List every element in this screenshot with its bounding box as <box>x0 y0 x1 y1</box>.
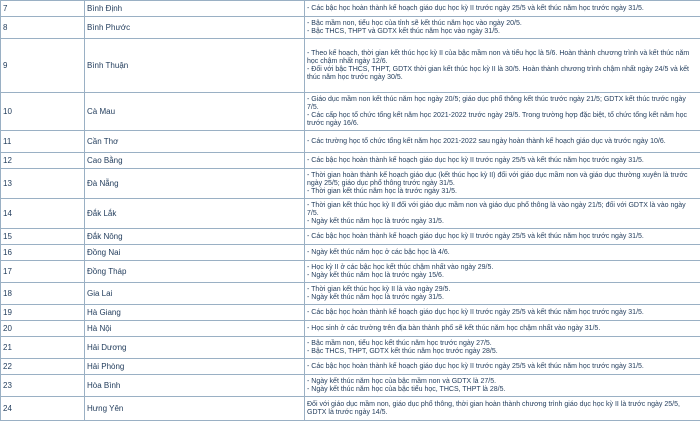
table-row <box>1 245 700 261</box>
table-row <box>1 261 700 283</box>
province-name: Hải Phòng <box>85 359 305 375</box>
table-row <box>1 337 700 359</box>
schedule-line: - Ngày kết thúc năm học là trước ngày 15/6. <box>307 271 444 279</box>
schedule-line: - Các cấp học tổ chức tổng kết năm học 2021-2022 trước ngày 29/5. Trong trường hợp đặc biệt, tổ chức tổng kết năm học trước ngày 16/6. <box>307 111 687 127</box>
table-row <box>1 305 700 321</box>
schedule-line: - Thời gian hoàn thành kế hoạch giáo dục (kết thúc học kỳ II) đối với giáo dục mầm non và giáo dục thường xuyên là trước ngày 25/5; giáo dục phổ thông trước ngày 31/5. <box>307 171 688 187</box>
province-name: Đắk Nông <box>85 229 305 245</box>
schedule-line: - Các bậc học hoàn thành kế hoạch giáo dục học kỳ II trước ngày 25/5 và kết thúc năm học trước ngày 31/5. <box>307 156 644 164</box>
schedule-line: - Đối với bậc THCS, THPT, GDTX thời gian kết thúc học kỳ II là 30/5. Hoàn thành chương trình chậm nhất ngày 24/5 và kết thúc năm học trước ngày 30/5. <box>307 65 689 81</box>
province-name: Hà Giang <box>85 305 305 321</box>
row-number: 7 <box>1 1 85 17</box>
table-row <box>1 131 700 153</box>
table-row <box>1 397 700 421</box>
province-name: Hải Dương <box>85 337 305 359</box>
row-number: 11 <box>1 131 85 153</box>
schedule-details <box>305 305 700 321</box>
schedule-line: - Theo kế hoạch, thời gian kết thúc học kỳ II của bậc mầm non và tiểu học là 5/6. Hoàn thành chương trình và kết thúc năm học chậm nhất ngày 12/6. <box>307 49 690 65</box>
province-name: Đồng Tháp <box>85 261 305 283</box>
schedule-line: - Các bậc học hoàn thành kế hoạch giáo dục học kỳ II trước ngày 25/5 và kết thúc năm học trước ngày 31/5. <box>307 308 644 316</box>
schedule-line: - Giáo dục mầm non kết thúc năm học ngày 20/5; giáo dục phổ thông kết thúc trước ngày 21/5; GDTX kết thúc trước ngày 7/5. <box>307 95 686 111</box>
row-number: 9 <box>1 39 85 93</box>
schedule-line: Đối với giáo dục mầm non, giáo dục phổ thông, thời gian hoàn thành chương trình giáo dục học kỳ II là trước ngày 25/5, GDTX là trước ngày 14/5. <box>307 400 680 416</box>
row-number: 8 <box>1 17 85 39</box>
province-name: Bình Phước <box>85 17 305 39</box>
row-number: 12 <box>1 153 85 169</box>
province-name: Hòa Bình <box>85 375 305 397</box>
province-name: Bình Định <box>85 1 305 17</box>
schedule-line: - Các bậc học hoàn thành kế hoạch giáo dục học kỳ II trước ngày 25/5 và kết thúc năm học trước ngày 31/5. <box>307 4 644 12</box>
province-name: Bình Thuận <box>85 39 305 93</box>
schedule-details <box>305 337 700 359</box>
schedule-line: - Ngày kết thúc năm học của bậc mầm non và GDTX là 27/5. <box>307 377 497 385</box>
row-number: 13 <box>1 169 85 199</box>
schedule-line: - Học kỳ II ở các bậc học kết thúc chậm nhất vào ngày 29/5. <box>307 263 494 271</box>
schedule-line: - Học sinh ở các trường trên địa bàn thành phố sẽ kết thúc năm học chậm nhất vào ngày 31/5. <box>307 324 601 332</box>
province-name: Cao Bằng <box>85 153 305 169</box>
row-number: 20 <box>1 321 85 337</box>
table-row <box>1 169 700 199</box>
province-name: Đồng Nai <box>85 245 305 261</box>
schedule-line: - Các bậc học hoàn thành kế hoạch giáo dục học kỳ II trước ngày 25/5 và kết thúc năm học trước ngày 31/5. <box>307 232 644 240</box>
schedule-line: - Bậc THCS, THPT, GDTX kết thúc năm học trước ngày 28/5. <box>307 347 498 355</box>
row-number: 15 <box>1 229 85 245</box>
table-row <box>1 359 700 375</box>
row-number: 22 <box>1 359 85 375</box>
schedule-details <box>305 375 700 397</box>
row-number: 23 <box>1 375 85 397</box>
schedule-details <box>305 1 700 17</box>
schedule-details <box>305 321 700 337</box>
schedule-details <box>305 397 700 421</box>
schedule-details <box>305 39 700 93</box>
schedule-line: - Ngày kết thúc năm học ở các bậc học là 4/6. <box>307 248 450 256</box>
province-name: Đà Nẵng <box>85 169 305 199</box>
schedule-line: - Các bậc học hoàn thành kế hoạch giáo dục học kỳ II trước ngày 25/5 và kết thúc năm học trước ngày 31/5. <box>307 362 644 370</box>
province-name: Đắk Lắk <box>85 199 305 229</box>
province-name: Cà Mau <box>85 93 305 131</box>
province-name: Hưng Yên <box>85 397 305 421</box>
schedule-line: - Các trường học tổ chức tổng kết năm học 2021-2022 sau ngày hoàn thành kế hoạch giáo dục và trước ngày 10/6. <box>307 137 666 145</box>
row-number: 21 <box>1 337 85 359</box>
table-row <box>1 39 700 93</box>
schedule-line: - Thời gian kết thúc học kỳ II đối với giáo dục mầm non và giáo dục phổ thông là vào ngày 21/5; đối với GDTX là vào ngày 7/5. <box>307 201 686 217</box>
schedule-line: - Bậc mầm non, tiểu học của tỉnh sẽ kết thúc năm học vào ngày 20/5. <box>307 19 522 27</box>
schedule-details <box>305 131 700 153</box>
schedule-line: - Ngày kết thúc năm học là trước ngày 31/5. <box>307 217 444 225</box>
province-name: Gia Lai <box>85 283 305 305</box>
row-number: 18 <box>1 283 85 305</box>
schedule-line: - Bậc THCS, THPT và GDTX kết thúc năm học vào ngày 31/5. <box>307 27 500 35</box>
province-name: Hà Nội <box>85 321 305 337</box>
table-row <box>1 229 700 245</box>
table-row <box>1 153 700 169</box>
schedule-details <box>305 359 700 375</box>
row-number: 10 <box>1 93 85 131</box>
table-row <box>1 93 700 131</box>
schedule-details <box>305 229 700 245</box>
row-number: 19 <box>1 305 85 321</box>
table-row <box>1 17 700 39</box>
schedule-details <box>305 153 700 169</box>
schedule-details <box>305 169 700 199</box>
table-row <box>1 321 700 337</box>
province-name: Cần Thơ <box>85 131 305 153</box>
schedule-details <box>305 199 700 229</box>
schedule-line: - Thời gian kết thúc năm học là trước ngày 31/5. <box>307 187 457 195</box>
schedule-details <box>305 283 700 305</box>
schedule-line: - Ngày kết thúc năm học của bậc tiểu học, THCS, THPT là 28/5. <box>307 385 506 393</box>
table-row <box>1 199 700 229</box>
schedule-line: - Bậc mầm non, tiểu học kết thúc năm học trước ngày 27/5. <box>307 339 492 347</box>
row-number: 16 <box>1 245 85 261</box>
row-number: 17 <box>1 261 85 283</box>
schedule-details <box>305 245 700 261</box>
schedule-line: - Thời gian kết thúc học kỳ II là vào ngày 29/5. <box>307 285 451 293</box>
schedule-details <box>305 261 700 283</box>
table-row <box>1 375 700 397</box>
row-number: 14 <box>1 199 85 229</box>
table-row <box>1 1 700 17</box>
table-row <box>1 283 700 305</box>
schedule-line: - Ngày kết thúc năm học là trước ngày 31/5. <box>307 293 444 301</box>
schedule-details <box>305 93 700 131</box>
schedule-details <box>305 17 700 39</box>
row-number: 24 <box>1 397 85 421</box>
